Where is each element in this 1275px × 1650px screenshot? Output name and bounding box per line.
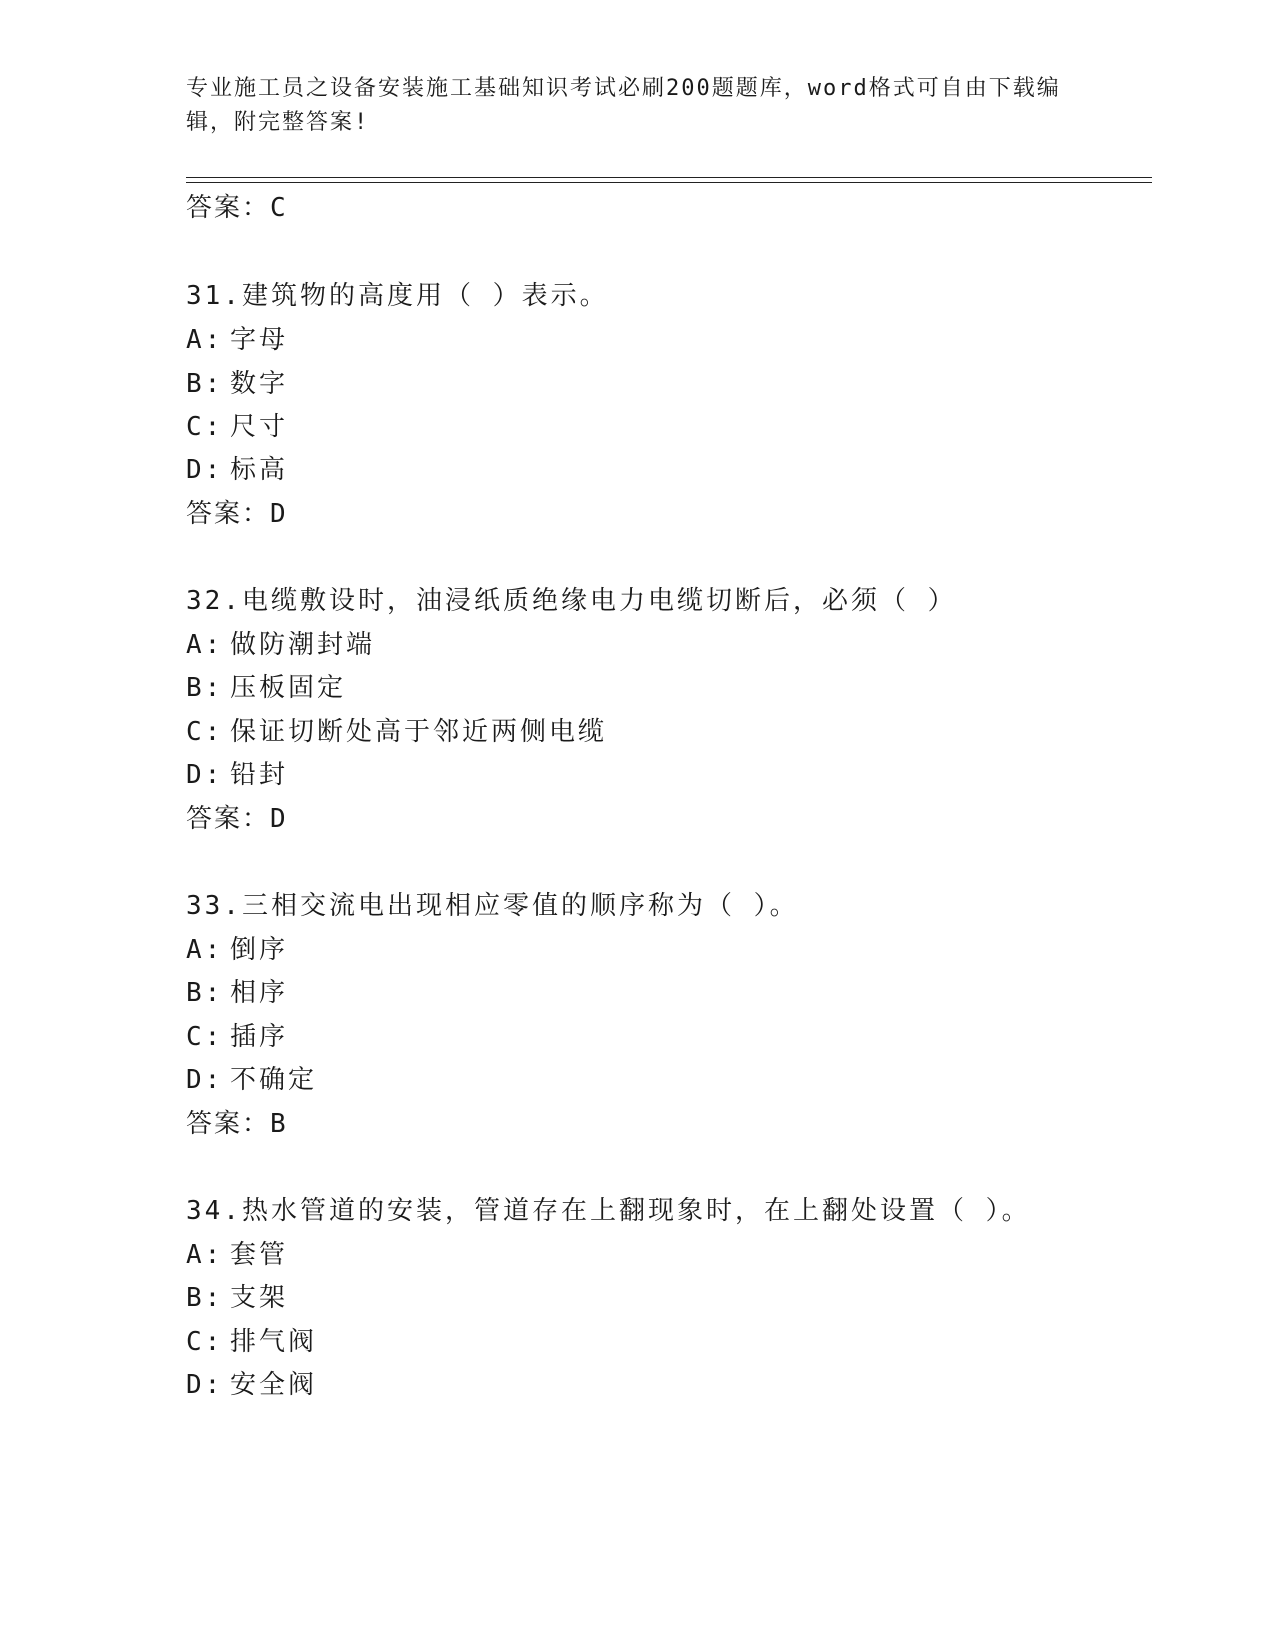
question-34-option-b xyxy=(186,1282,288,1314)
option-key: A: xyxy=(186,935,224,965)
question-31-option-b xyxy=(186,368,288,400)
option-text: 插序 xyxy=(230,1022,289,1052)
option-text: 标高 xyxy=(230,455,289,485)
question-32-option-d xyxy=(186,759,288,791)
option-key: C: xyxy=(186,1327,224,1357)
question-33-answer: 答案：B xyxy=(186,1109,288,1139)
option-key: A: xyxy=(186,630,224,660)
question-32-answer: 答案：D xyxy=(186,804,288,834)
question-31-answer: 答案：D xyxy=(186,499,288,529)
option-text: 数字 xyxy=(230,369,289,399)
option-key: C: xyxy=(186,412,224,442)
question-31-option-a xyxy=(186,324,288,356)
option-text: 铅封 xyxy=(230,760,289,790)
option-text: 压板固定 xyxy=(230,673,347,703)
question-34-option-a xyxy=(186,1239,288,1271)
question-33-option-a xyxy=(186,934,288,966)
question-32-option-a xyxy=(186,629,375,661)
question-33-stem: 33.三相交流电出现相应零值的顺序称为（ ）。 xyxy=(186,891,799,921)
header-divider-bottom xyxy=(186,182,1152,183)
option-key: A: xyxy=(186,1240,224,1270)
option-text: 字母 xyxy=(230,325,289,355)
question-33-option-b xyxy=(186,977,288,1009)
option-key: B: xyxy=(186,978,224,1008)
question-31-option-d xyxy=(186,454,288,486)
question-33-option-d xyxy=(186,1064,317,1096)
option-key: C: xyxy=(186,1022,224,1052)
question-32-stem: 32.电缆敷设时，油浸纸质绝缘电力电缆切断后，必须（ ） xyxy=(186,586,957,616)
option-key: B: xyxy=(186,1283,224,1313)
question-32-option-b xyxy=(186,672,346,704)
document-header: 专业施工员之设备安装施工基础知识考试必刷200题题库，word格式可自由下载编辑，附完整答案! xyxy=(186,76,1061,135)
option-key: D: xyxy=(186,1065,224,1095)
option-text: 保证切断处高于邻近两侧电缆 xyxy=(230,717,608,747)
previous-answer: 答案：C xyxy=(186,193,288,223)
question-33-option-c xyxy=(186,1021,288,1053)
option-key: B: xyxy=(186,369,224,399)
option-key: D: xyxy=(186,760,224,790)
question-34-stem: 34.热水管道的安装，管道存在上翻现象时，在上翻处设置（ ）。 xyxy=(186,1196,1031,1226)
option-key: A: xyxy=(186,325,224,355)
header-divider-top xyxy=(186,177,1152,178)
option-text: 倒序 xyxy=(230,935,289,965)
question-31-stem: 31.建筑物的高度用（ ）表示。 xyxy=(186,281,609,311)
option-text: 安全阀 xyxy=(230,1370,318,1400)
option-key: D: xyxy=(186,455,224,485)
option-text: 不确定 xyxy=(230,1065,318,1095)
option-text: 排气阀 xyxy=(230,1327,318,1357)
option-text: 相序 xyxy=(230,978,289,1008)
option-key: D: xyxy=(186,1370,224,1400)
option-text: 支架 xyxy=(230,1283,289,1313)
question-32-option-c xyxy=(186,716,607,748)
question-34-option-d xyxy=(186,1369,317,1401)
option-text: 套管 xyxy=(230,1240,289,1270)
question-31-option-c xyxy=(186,411,288,443)
option-key: C: xyxy=(186,717,224,747)
question-34-option-c xyxy=(186,1326,317,1358)
option-text: 尺寸 xyxy=(230,412,289,442)
option-text: 做防潮封端 xyxy=(230,630,376,660)
option-key: B: xyxy=(186,673,224,703)
